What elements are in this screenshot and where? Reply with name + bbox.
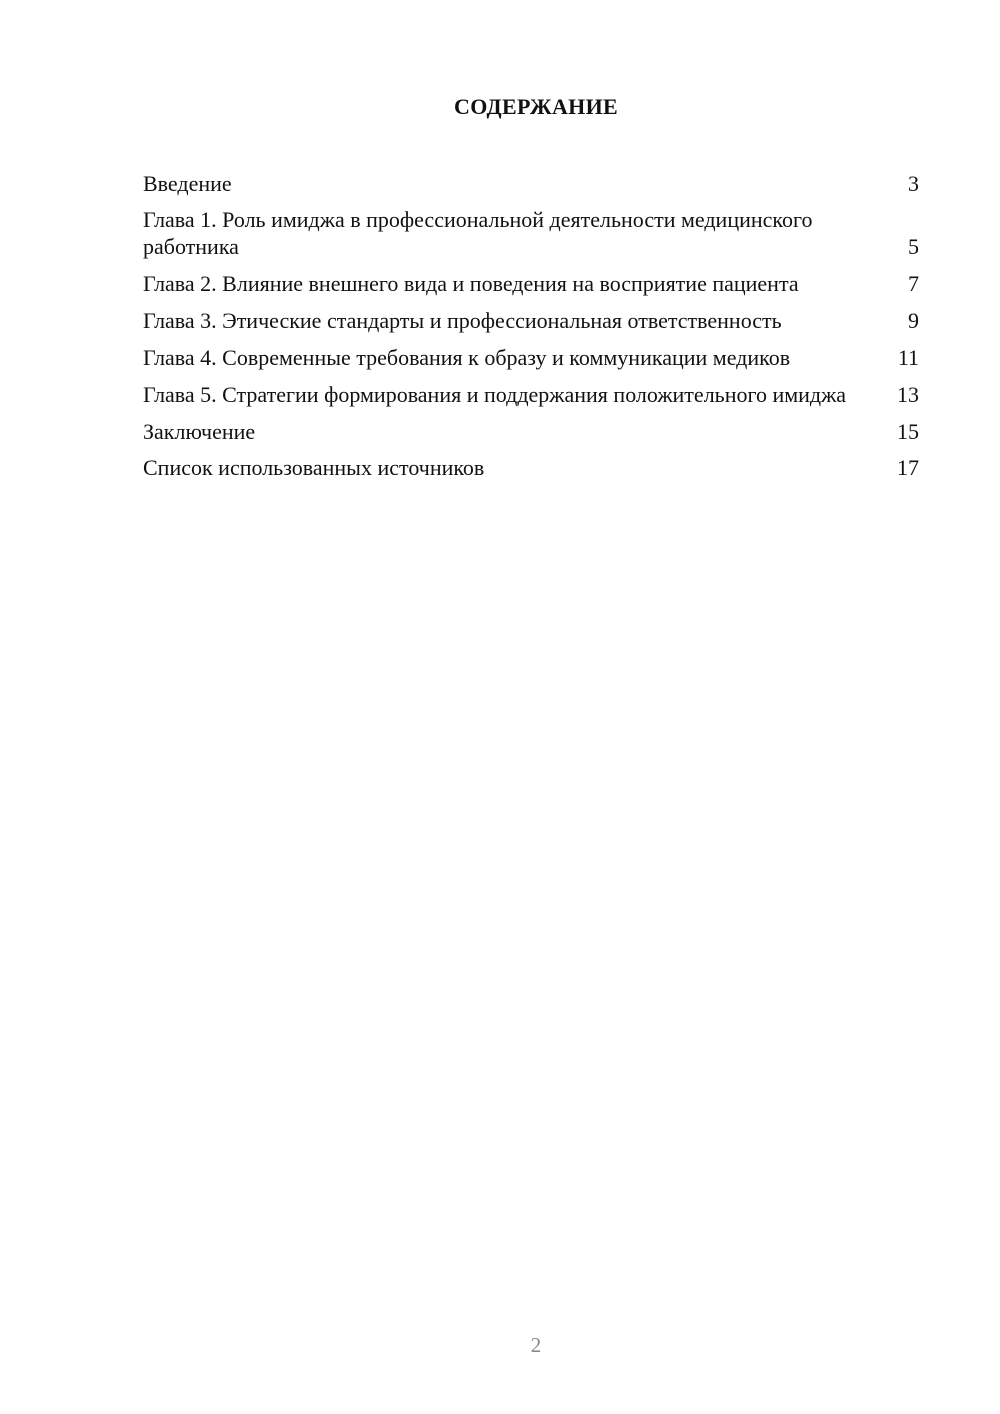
toc-entry-conclusion[interactable] xyxy=(143,418,919,445)
toc-entry-page: 11 xyxy=(897,345,919,370)
toc-entry-chapter-2[interactable] xyxy=(143,270,919,297)
toc-entry-title: Глава 5. Стратегии формирования и поддержания положительного имиджа xyxy=(143,382,847,407)
toc-entry-page: 3 xyxy=(908,171,919,196)
toc-entry-introduction[interactable] xyxy=(143,170,919,197)
page-title: СОДЕРЖАНИЕ xyxy=(454,94,618,119)
toc-entry-page: 13 xyxy=(897,382,919,407)
toc-entry-page: 9 xyxy=(908,308,919,333)
toc-entry-title: Введение xyxy=(143,171,232,196)
toc-entry-references[interactable] xyxy=(143,454,919,481)
toc-entry-title: Список использованных источников xyxy=(143,455,485,480)
toc-entry-page: 5 xyxy=(908,234,919,259)
page-number: 2 xyxy=(530,1333,542,1357)
toc-entry-title: Глава 1. Роль имиджа в профессиональной деятельности медицинского работника xyxy=(143,207,813,259)
toc-entry-page: 7 xyxy=(908,271,919,296)
toc-entry-chapter-4[interactable] xyxy=(143,344,919,371)
toc-entry-page: 17 xyxy=(897,455,919,480)
toc-entry-title: Глава 4. Современные требования к образу и коммуникации медиков xyxy=(143,345,791,370)
toc-entry-chapter-3[interactable] xyxy=(143,307,919,334)
toc-entry-title: Глава 2. Влияние внешнего вида и поведения на восприятие пациента xyxy=(143,271,799,296)
toc-entry-title: Глава 3. Этические стандарты и профессиональная ответственность xyxy=(143,308,782,333)
toc-entry-page: 15 xyxy=(897,419,919,444)
toc-entry-chapter-5[interactable] xyxy=(143,381,919,408)
table-of-contents xyxy=(143,170,919,490)
toc-entry-chapter-1[interactable] xyxy=(143,206,919,260)
toc-entry-title: Заключение xyxy=(143,419,256,444)
